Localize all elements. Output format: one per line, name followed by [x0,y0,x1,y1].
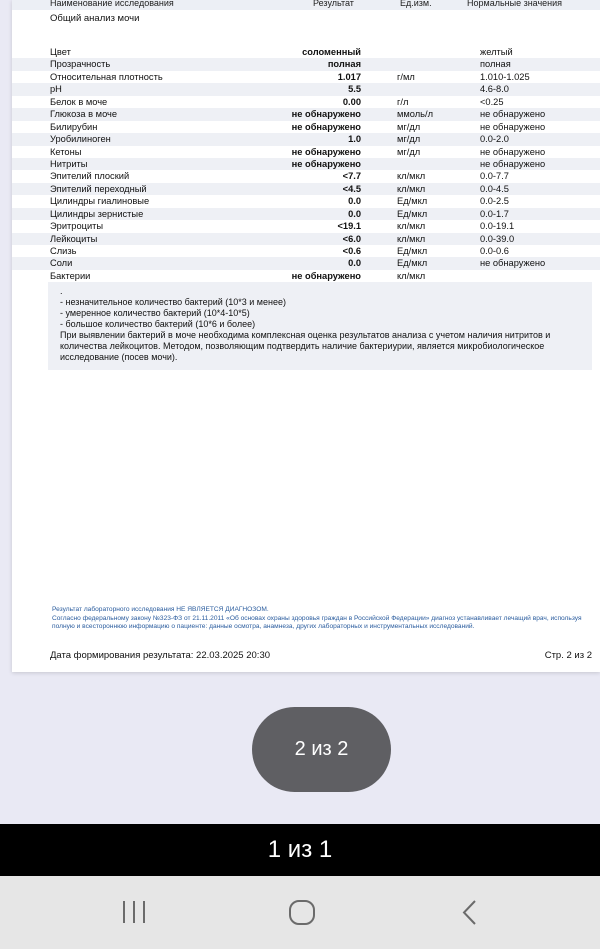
analysis-title: Общий анализ мочи [50,13,140,24]
back-icon[interactable] [450,898,490,928]
table-row [12,170,600,182]
document-page [12,0,600,672]
table-row [12,83,600,95]
row-unit: кл/мкл [397,221,426,232]
page-indicator: 2 из 2 [252,707,391,792]
row-norm: 1.010-1.025 [480,71,530,82]
row-unit: ммоль/л [397,109,434,120]
row-norm: не обнаружено [480,121,546,132]
table-row [12,121,600,133]
row-norm: не обнаружено [480,158,546,169]
row-result: 0.0 [348,196,361,207]
table-row [12,220,600,232]
row-unit: кл/мкл [397,270,426,281]
row-result: 5.5 [348,84,361,95]
row-norm: полная [480,59,511,70]
row-norm: не обнаружено [480,258,546,269]
row-norm: 0.0-39.0 [480,233,515,244]
table-row [12,96,600,108]
row-name: Цилиндры зернистые [50,208,144,219]
result-date: Дата формирования результата: 22.03.2025 20:30 [50,650,271,661]
row-unit: мг/дл [397,121,421,132]
row-result: не обнаружено [291,109,361,120]
header-norm: Нормальные значения [467,0,563,8]
row-result: <0.6 [342,246,361,256]
row-result: соломенный [302,47,361,57]
row-norm: 0.0-7.7 [480,171,509,182]
table-row [12,108,600,120]
bacteria-note [48,282,592,370]
row-result: 0.0 [348,208,361,219]
row-result: полная [327,59,361,70]
row-unit: кл/мкл [397,183,426,194]
note-line: - большое количество бактерий (10*6 и более) [60,319,256,329]
table-header [12,0,600,10]
row-result: <6.0 [342,233,361,244]
table-row [12,245,600,257]
row-name: Эритроциты [50,221,104,232]
row-name: Кетоны [50,146,82,157]
row-name: Белок в моче [50,96,108,107]
table-row [12,195,600,207]
table-row [12,208,600,220]
row-name: Соли [50,258,73,269]
row-unit: Ед/мкл [397,246,428,256]
results-table [12,46,600,282]
row-name: Лейкоциты [50,233,98,244]
row-unit: Ед/мкл [397,208,428,219]
header-result: Результат [313,0,354,8]
table-row [12,158,600,170]
row-name: Уробилиноген [50,134,111,145]
disclaimer-line: Результат лабораторного исследования НЕ ЯВЛЯЕТСЯ ДИАГНОЗОМ. [52,606,269,613]
recent-apps-icon[interactable] [114,898,154,928]
row-norm: 0.0-2.5 [480,196,509,207]
disclaimer [52,606,592,632]
row-unit: кл/мкл [397,233,426,244]
row-unit: Ед/мкл [397,258,428,269]
table-row [12,46,600,58]
row-norm: желтый [480,47,513,57]
note-line: - умеренное количество бактерий (10*4-10*5) [60,308,250,318]
row-unit: г/мл [397,71,415,82]
system-nav-bar [0,876,600,949]
row-unit: мг/дл [397,146,421,157]
row-name: pH [50,84,62,95]
row-result: <7.7 [342,171,361,182]
row-name: Прозрачность [50,59,111,70]
table-row [12,270,600,282]
header-unit: Ед.изм. [400,0,432,8]
row-name: Нитриты [50,158,88,169]
disclaimer-text: Согласно федеральному закону №323-ФЗ от 21.11.2011 «Об основах охраны здоровья граждан в Российской Федерации» диагноз устанавливает лечащий врач, используя полную и всестороннюю информацию о пациенте: данные осмотра, анамнеза, других лабораторных и инструментальных исследований. [52,614,582,631]
row-result: <4.5 [342,183,361,194]
row-name: Бактерии [50,270,91,281]
row-name: Эпителий переходный [50,183,147,194]
row-norm: 0.0-0.6 [480,246,509,256]
row-norm: 0.0-1.7 [480,208,509,219]
row-norm: 4.6-8.0 [480,84,509,95]
note-paragraph: При выявлении бактерий в моче необходима комплексная оценка результатов анализа с учетом наличия нитритов и количества лейкоцитов. Методом, позволяющим подтвердить наличие бактериурии, является микробиологическое исследование (посев мочи). [60,330,551,362]
table-row [12,133,600,145]
table-row [12,146,600,158]
row-unit: г/л [397,96,409,107]
row-unit: мг/дл [397,134,421,145]
row-result: не обнаружено [291,146,361,157]
row-result: не обнаружено [291,270,361,281]
row-result: 1.017 [337,71,361,82]
header-name: Наименование исследования [50,0,174,8]
row-unit: кл/мкл [397,171,426,182]
row-result: 1.0 [348,134,361,145]
table-row [12,257,600,269]
row-norm: <0.25 [480,96,504,107]
row-name: Относительная плотность [50,71,163,82]
page-number: Стр. 2 из 2 [544,650,592,661]
table-row [12,71,600,83]
row-norm: 0.0-4.5 [480,183,509,194]
row-result: 0.0 [348,258,361,269]
note-dot: . [60,286,63,296]
row-name: Слизь [50,246,77,256]
row-name: Глюкоза в моче [50,109,118,120]
row-name: Билирубин [50,121,98,132]
row-result: <19.1 [337,221,361,232]
table-row [12,58,600,70]
table-row [12,183,600,195]
document-indicator: 1 из 1 [0,824,600,876]
row-name: Цилиндры гиалиновые [50,196,150,207]
row-result: не обнаружено [291,158,361,169]
table-row [12,233,600,245]
row-result: 0.00 [342,96,361,107]
row-norm: не обнаружено [480,146,546,157]
row-name: Цвет [50,47,71,57]
row-result: не обнаружено [291,121,361,132]
row-norm: 0.0-19.1 [480,221,515,232]
row-name: Эпителий плоский [50,171,130,182]
note-line: - незначительное количество бактерий (10*3 и менее) [60,297,286,307]
row-unit: Ед/мкл [397,196,428,207]
home-icon[interactable] [282,898,322,928]
row-norm: не обнаружено [480,109,546,120]
row-norm: 0.0-2.0 [480,134,509,145]
